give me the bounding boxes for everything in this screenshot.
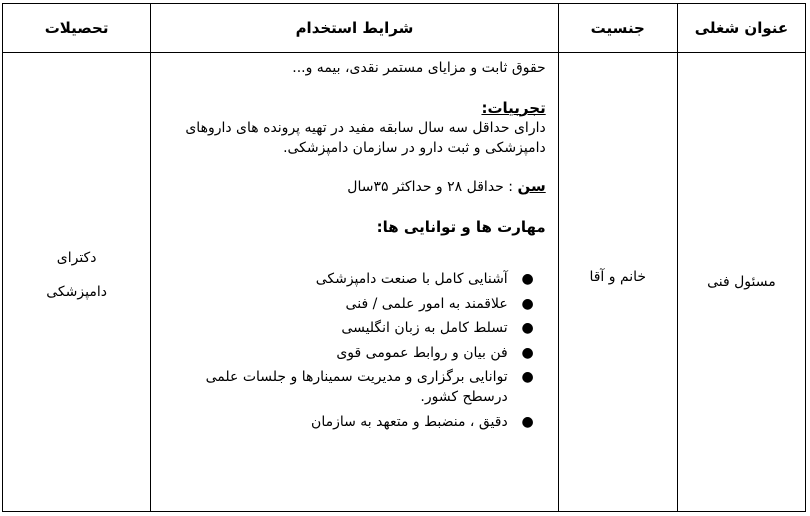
job-title-cell xyxy=(677,53,805,512)
header-gender: جنسیت xyxy=(558,4,677,53)
skills-list xyxy=(159,269,546,432)
experience-title: تجربیات: xyxy=(481,99,546,117)
list-item: ● تسلط کامل به زبان انگلیسی xyxy=(341,320,534,336)
list-item: ● آشنایی کامل با صنعت دامپزشکی xyxy=(315,271,534,287)
header-row xyxy=(3,4,806,53)
list-item: ● علاقمند به امور علمی / فنی xyxy=(345,295,534,312)
bullet-icon: ● xyxy=(521,295,534,312)
age-text: : حداقل ۲۸ و حداکثر ۳۵سال xyxy=(347,179,518,195)
bullet-icon: ● xyxy=(521,413,534,430)
conditions-cell xyxy=(151,53,559,512)
list-item: ● توانایی برگزاری و مدیریت سمینارها و جلسات علمی درسطح کشور. xyxy=(205,369,534,405)
age-title: سن xyxy=(517,177,546,195)
gender-value: خانم و آقا xyxy=(589,269,647,285)
bullet-icon: ● xyxy=(521,369,534,385)
experience-text: دارای حداقل سه سال سابقه مفید در تهیه پرونده های داروهای دامپزشکی و ثبت دارو در سازمان دامپزشکی. xyxy=(185,120,546,156)
education-cell xyxy=(3,53,151,512)
table-row xyxy=(3,53,806,512)
benefits-text: حقوق ثابت و مزایای مستمر نقدی، بیمه و... xyxy=(292,60,546,76)
bullet-icon: ● xyxy=(521,344,534,361)
header-education: تحصیلات xyxy=(3,4,151,53)
header-job-title: عنوان شغلی xyxy=(677,4,805,53)
bullet-icon: ● xyxy=(521,271,534,287)
job-title-value: مسئول فنی xyxy=(707,274,776,290)
skills-title: مهارت ها و توانایی ها: xyxy=(376,218,546,236)
education-line-2: دامپزشکی xyxy=(46,284,107,300)
education-line-1: دکترای xyxy=(56,250,97,266)
list-item: ● دقیق ، منضبط و متعهد به سازمان xyxy=(311,413,534,430)
list-item: ● فن بیان و روابط عمومی قوی xyxy=(336,344,534,361)
bullet-icon: ● xyxy=(521,320,534,336)
job-requirements-table xyxy=(2,3,806,512)
experience-section xyxy=(159,98,546,158)
age-section xyxy=(159,176,546,197)
header-conditions: شرایط استخدام xyxy=(151,4,559,53)
gender-cell xyxy=(558,53,677,512)
